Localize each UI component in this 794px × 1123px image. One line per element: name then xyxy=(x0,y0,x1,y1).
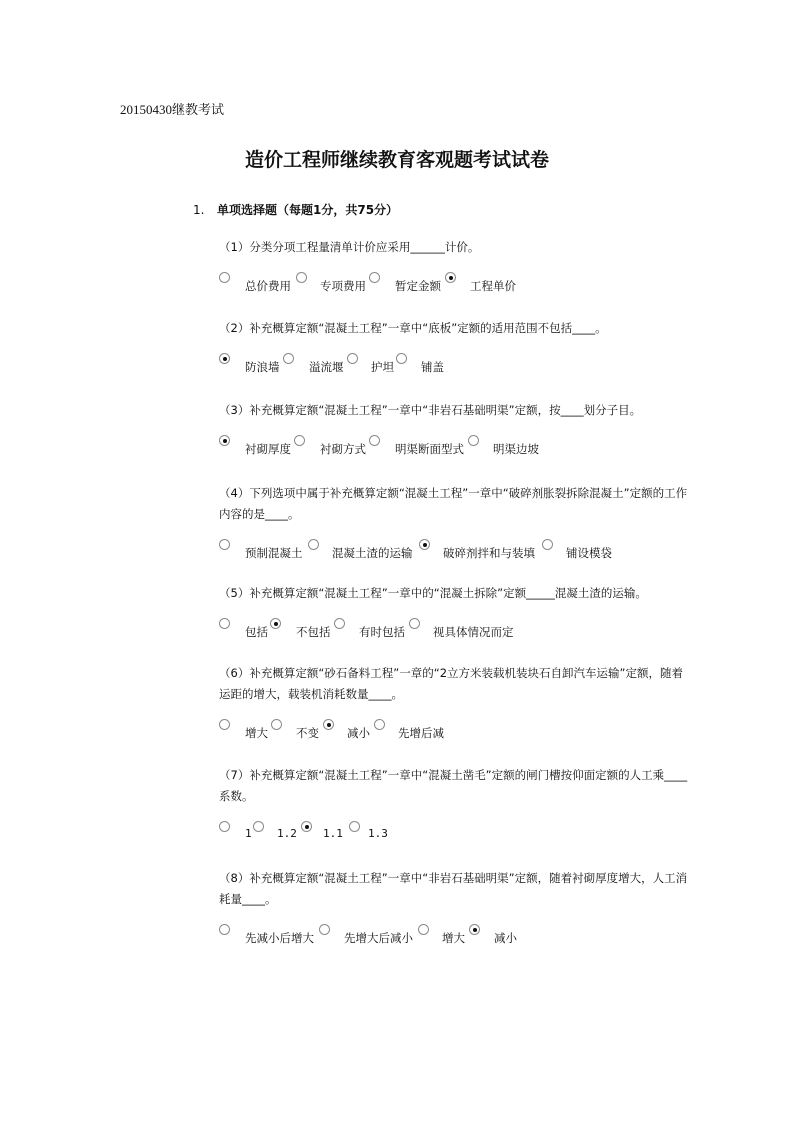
question-text: （6）补充概算定额“砂石备料工程”一章的“2立方米装载机装块石自卸汽车运输”定额，随着运距的增大，载装机消耗数量____。 xyxy=(219,666,683,701)
option-label[interactable]: 增大 xyxy=(442,931,465,945)
option-label[interactable]: 先增大后减小 xyxy=(344,931,413,945)
answer-options xyxy=(219,618,689,640)
radio-button[interactable] xyxy=(542,539,553,550)
option-label[interactable]: 1.3 xyxy=(368,827,388,840)
radio-button[interactable] xyxy=(347,353,358,364)
option-label[interactable]: 明渠断面型式 xyxy=(395,442,464,456)
option-label[interactable]: 1.1 xyxy=(323,827,343,840)
radio-button[interactable] xyxy=(219,924,230,935)
radio-button[interactable] xyxy=(468,435,479,446)
section-number: 1. xyxy=(193,203,205,217)
radio-button[interactable] xyxy=(418,924,429,935)
option-label[interactable]: 总价费用 xyxy=(245,279,291,293)
radio-button[interactable] xyxy=(219,435,230,446)
question-4 xyxy=(219,483,689,561)
option-label[interactable]: 暂定金额 xyxy=(395,279,441,293)
radio-button[interactable] xyxy=(349,821,360,832)
radio-button[interactable] xyxy=(219,539,230,550)
radio-button[interactable] xyxy=(396,353,407,364)
option-label[interactable]: 有时包括 xyxy=(359,625,405,639)
question-8 xyxy=(219,868,689,946)
radio-button[interactable] xyxy=(253,821,264,832)
radio-button[interactable] xyxy=(334,618,345,629)
question-1 xyxy=(219,237,689,294)
section-heading xyxy=(193,201,398,218)
option-label[interactable]: 衬砌方式 xyxy=(320,442,366,456)
radio-button[interactable] xyxy=(219,821,230,832)
answer-options xyxy=(219,719,689,741)
question-5 xyxy=(219,583,689,640)
option-label[interactable]: 专项费用 xyxy=(320,279,366,293)
radio-button[interactable] xyxy=(283,353,294,364)
question-6 xyxy=(219,663,689,741)
option-label[interactable]: 不变 xyxy=(296,726,319,740)
radio-button[interactable] xyxy=(301,821,312,832)
option-label[interactable]: 防浪墙 xyxy=(245,360,280,374)
answer-options xyxy=(219,272,689,294)
page-title: 造价工程师继续教育客观题考试试卷 xyxy=(244,149,549,171)
option-label[interactable]: 先减小后增大 xyxy=(245,931,314,945)
option-label[interactable]: 先增后减 xyxy=(398,726,444,740)
option-label[interactable]: 视具体情况而定 xyxy=(433,625,514,639)
question-text: （3）补充概算定额“混凝土工程”一章中“非岩石基础明渠”定额，按____划分子目。 xyxy=(219,403,642,417)
option-label[interactable]: 铺盖 xyxy=(421,360,444,374)
question-7 xyxy=(219,765,689,843)
option-label[interactable]: 包括 xyxy=(245,625,268,639)
question-text: （7）补充概算定额“混凝土工程”一章中“混凝土凿毛”定额的闸门槽按仰面定额的人工乘____系数。 xyxy=(219,768,688,803)
radio-button[interactable] xyxy=(219,618,230,629)
option-label[interactable]: 溢流堰 xyxy=(309,360,344,374)
radio-button[interactable] xyxy=(294,435,305,446)
option-label[interactable]: 破碎剂拌和与装填 xyxy=(443,546,535,560)
option-label[interactable]: 衬砌厚度 xyxy=(245,442,291,456)
radio-button[interactable] xyxy=(369,435,380,446)
answer-options xyxy=(219,539,689,561)
radio-button[interactable] xyxy=(469,924,480,935)
option-label[interactable]: 减小 xyxy=(347,726,370,740)
option-label[interactable]: 减小 xyxy=(494,931,517,945)
radio-button[interactable] xyxy=(219,272,230,283)
answer-options xyxy=(219,435,689,457)
option-label[interactable]: 1.2 xyxy=(277,827,297,840)
question-text: （8）补充概算定额“混凝土工程”一章中“非岩石基础明渠”定额，随着衬砌厚度增大，人工消耗量____。 xyxy=(219,871,688,906)
radio-button[interactable] xyxy=(308,539,319,550)
question-3 xyxy=(219,400,689,457)
answer-options xyxy=(219,821,689,843)
question-text: （2）补充概算定额“混凝土工程”一章中“底板”定额的适用范围不包括____。 xyxy=(219,321,607,335)
option-label[interactable]: 1 xyxy=(245,827,252,840)
radio-button[interactable] xyxy=(369,272,380,283)
header-date: 20150430继教考试 xyxy=(120,102,225,117)
option-label[interactable]: 预制混凝土 xyxy=(245,546,303,560)
radio-button[interactable] xyxy=(319,924,330,935)
answer-options xyxy=(219,924,689,946)
radio-button[interactable] xyxy=(445,272,456,283)
radio-button[interactable] xyxy=(409,618,420,629)
option-label[interactable]: 混凝土渣的运输 xyxy=(332,546,413,560)
answer-options xyxy=(219,353,689,375)
option-label[interactable]: 明渠边坡 xyxy=(493,442,539,456)
radio-button[interactable] xyxy=(374,719,385,730)
question-text: （1）分类分项工程量清单计价应采用______计价。 xyxy=(219,240,480,254)
option-label[interactable]: 增大 xyxy=(245,726,268,740)
radio-button[interactable] xyxy=(219,719,230,730)
radio-button[interactable] xyxy=(323,719,334,730)
radio-button[interactable] xyxy=(270,618,281,629)
radio-button[interactable] xyxy=(296,272,307,283)
radio-button[interactable] xyxy=(219,353,230,364)
option-label[interactable]: 不包括 xyxy=(296,625,331,639)
radio-button[interactable] xyxy=(271,719,282,730)
option-label[interactable]: 铺设模袋 xyxy=(566,546,612,560)
question-2 xyxy=(219,318,689,375)
section-heading-text: 单项选择题（每题1分，共75分） xyxy=(217,203,399,217)
option-label[interactable]: 工程单价 xyxy=(470,279,516,293)
option-label[interactable]: 护坦 xyxy=(371,360,394,374)
question-text: （5）补充概算定额“混凝土工程”一章中的“混凝土拆除”定额_____混凝土渣的运输。 xyxy=(219,586,647,600)
radio-button[interactable] xyxy=(419,539,430,550)
question-text: （4）下列选项中属于补充概算定额“混凝土工程”一章中“破碎剂胀裂拆除混凝土”定额的工作内容的是____。 xyxy=(219,486,688,521)
